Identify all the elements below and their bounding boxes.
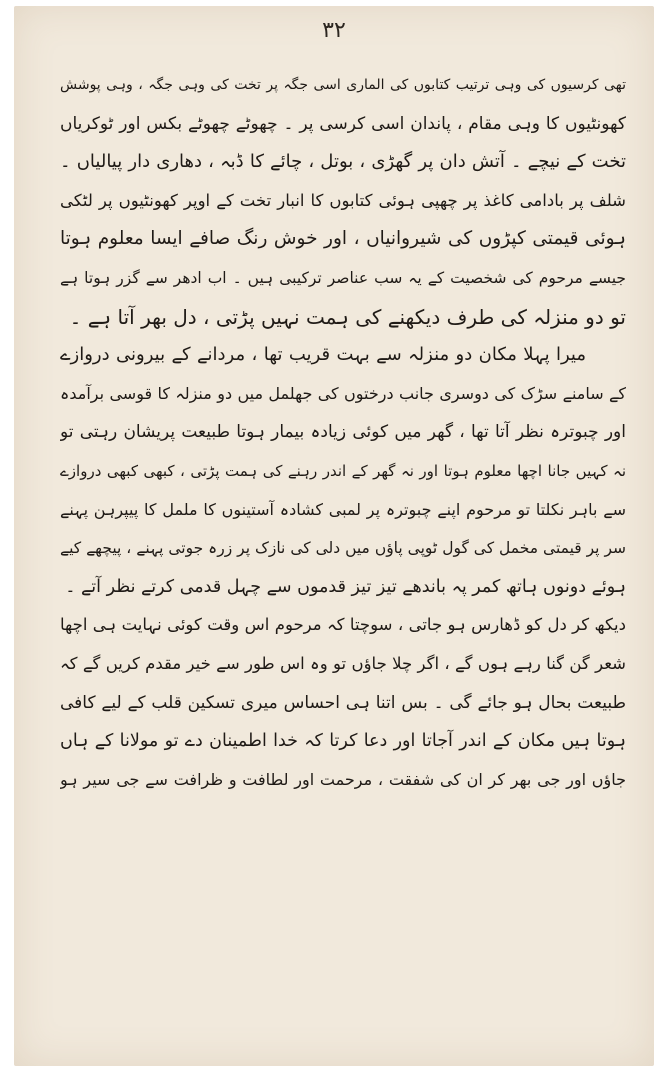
text-line: کے سامنے سڑک کی دوسری جانب درختوں کی جھلمل میں دو منزلہ کا قوسی برآمدہ bbox=[60, 383, 626, 403]
text-line: میرا پہلا مکان دو منزلہ سے بہت قریب تھا ، مردانے کے بیرونی دروازے bbox=[60, 344, 586, 366]
text-line: دیکھ کر دل کو ڈھارس ہو جاتی ، سوچتا کہ مرحوم اس وقت کوئی نہایت ہی اچھا bbox=[60, 615, 626, 635]
text-line: اور چبوترہ نظر آتا تھا ، گھر میں کوئی زیادہ بیمار ہوتا طبیعت پریشان رہتی تو bbox=[60, 422, 626, 443]
text-line: سر پر قیمتی مخمل کی گول ٹوپی پاؤں میں دلی کی نازک پر زرہ جوتی پہنے ، پیچھے کیے bbox=[60, 539, 626, 558]
body-text bbox=[60, 66, 626, 799]
text-line: طبیعت بحال ہو جائے گی ۔ بس اتنا ہی احساس میری تسکین قلب کے لیے کافی bbox=[60, 692, 626, 713]
text-line: ہوئی قیمتی کپڑوں کی شیروانیاں ، اور خوش رنگ صافے ایسا معلوم ہوتا bbox=[60, 228, 626, 250]
text-line: شعر گن گنا رہے ہوں گے ، اگر چلا جاؤں تو وہ اس طور سے خیر مقدم کریں گے کہ bbox=[60, 653, 626, 673]
text-line: ہوتا ہیں مکان کے اندر آجاتا اور دعا کرتا کہ خدا اطمینان دے تو مولانا کے ہاں bbox=[60, 731, 626, 752]
text-line: سے باہر نکلتا تو مرحوم اپنے چبوترہ پر لمبی کشادہ آستینوں کا ململ کا پیپرہن پہنے bbox=[60, 499, 626, 519]
book-page bbox=[14, 6, 654, 1066]
text-line: کھونٹیوں کا وہی مقام ، پاندان اسی کرسی پر ۔ چھوٹے چھوٹے بکس اور ٹوکریاں bbox=[60, 113, 626, 134]
page-number: ۳۲ bbox=[322, 18, 346, 43]
text-line: جیسے مرحوم کی شخصیت کے یہ سب عناصر ترکیبی ہیں ۔ اب ادھر سے گزر ہوتا ہے bbox=[60, 268, 626, 287]
text-line: ہوئے دونوں ہاتھ کمر پہ باندھے تیز تیز قدموں سے چہل قدمی کرتے نظر آتے ۔ bbox=[65, 576, 626, 597]
text-line: نہ کہیں جانا اچھا معلوم ہوتا اور نہ گھر کے اندر رہنے کی ہمت پڑتی ، کبھی کبھی دروازے bbox=[60, 461, 626, 480]
text-line: تخت کے نیچے ۔ آتش دان پر گھڑی ، بوتل ، چائے کا ڈبہ ، دھاری دار پیالیاں ۔ bbox=[60, 151, 626, 173]
text-line: شلف پر بادامی کاغذ پر چھپی ہوئی کتابوں کا انبار تخت کے اوپر کھونٹیوں پر لٹکی bbox=[60, 190, 626, 210]
text-line: جاؤں اور جی بھر کر ان کی شفقت ، مرحمت اور لطافت و ظرافت سے جی سیر ہو bbox=[60, 769, 626, 789]
text-line: تو دو منزلہ کی طرف دیکھنے کی ہمت نہیں پڑتی ، دل بھر آتا ہے ۔ bbox=[69, 304, 626, 329]
text-line: تھی کرسیوں کی وہی ترتیب کتابوں کی الماری اسی جگہ پر تخت کی وہی جگہ ، وہی پوشش bbox=[60, 77, 626, 93]
